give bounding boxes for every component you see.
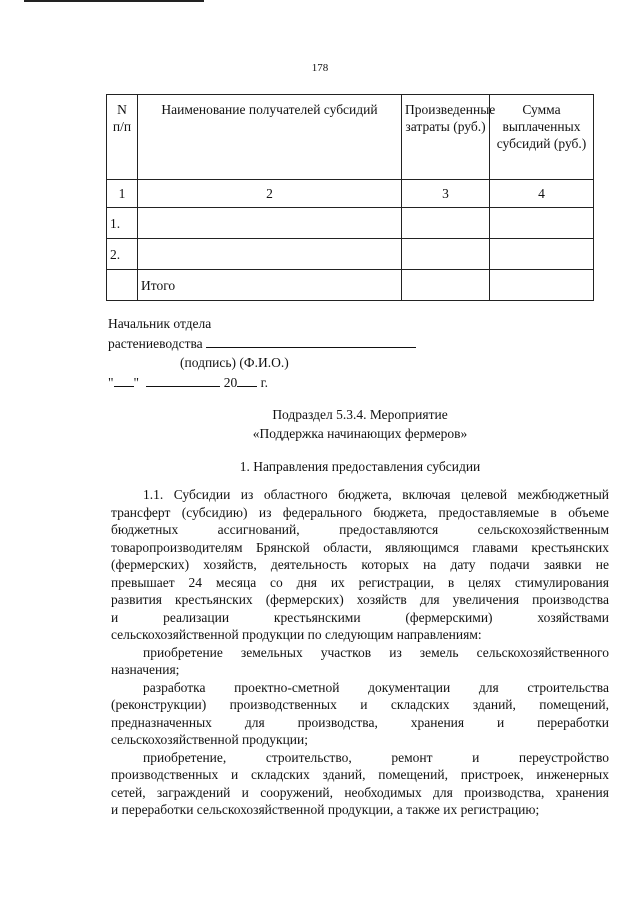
table-row xyxy=(107,208,594,239)
header-cell-subsidies-paid: Сумма выплаченных субсидий (руб.) xyxy=(490,95,594,180)
header-cell-recipient-name: Наименование получателей субсидий xyxy=(138,95,402,180)
table-total-row xyxy=(107,270,594,301)
column-number: 1 xyxy=(107,180,138,208)
table-cell xyxy=(107,270,138,301)
paragraph-line: сетей, заграждений и сооружений, необходимых для производства, хранения xyxy=(111,784,609,800)
signature-position-line1: Начальник отдела xyxy=(108,316,212,331)
paragraph-line: развития крестьянских (фермерских) хозяйств для увеличения производства xyxy=(111,592,609,607)
paragraph-line: товаропроизводителям Брянской области, являющимся главами крестьянских xyxy=(111,539,609,555)
table-cell xyxy=(402,208,490,239)
paragraph-line: бюджетных ассигнований, предоставляются сельскохозяйственным xyxy=(111,522,609,537)
date-year-line xyxy=(237,372,257,387)
column-number: 4 xyxy=(490,180,594,208)
paragraph-line: превышает 24 месяца со дня их регистрации, в целях стимулирования xyxy=(111,574,609,590)
paragraph-line: 1.1. Субсидии из областного бюджета, включая целевой межбюджетный xyxy=(143,487,609,502)
paragraph-line: предназначенных для производства, хранения и переработки xyxy=(111,714,609,730)
table-cell xyxy=(402,270,490,301)
paragraph-line: (реконструкции) производственных и складских зданий, помещений, xyxy=(111,697,609,712)
page-number: 178 xyxy=(311,62,329,74)
column-number: 2 xyxy=(138,180,402,208)
column-number: 3 xyxy=(402,180,490,208)
signature-position-line2 xyxy=(108,333,416,353)
top-rule xyxy=(24,0,204,2)
table-cell xyxy=(490,239,594,270)
table-cell xyxy=(138,239,402,270)
paragraph-line: производственных и складских зданий, помещений, пристроек, инженерных xyxy=(111,767,609,782)
table-cell xyxy=(138,208,402,239)
header-cell-number: N п/п xyxy=(107,95,138,180)
date-day-line xyxy=(114,372,134,387)
section-heading: 1. Направления предоставления субсидии xyxy=(239,459,481,474)
subsidy-report-table xyxy=(106,94,594,301)
paragraph-line: приобретение земельных участков из земель сельскохозяйственного xyxy=(143,644,609,660)
paragraph-line: и реализации крестьянскими (фермерскими) хозяйствами xyxy=(111,609,609,625)
paragraph-line: сельскохозяйственной продукции по следующим направлениям: xyxy=(111,627,482,642)
paragraph-line: приобретение, строительство, ремонт и переустройство xyxy=(143,749,609,765)
table-cell xyxy=(490,208,594,239)
table-row xyxy=(107,239,594,270)
table-column-numbers-row xyxy=(107,180,594,208)
signature-line xyxy=(206,333,416,348)
subsection-heading xyxy=(0,405,640,443)
paragraph-line: разработка проектно-сметной документации для строительства xyxy=(143,679,609,695)
total-label: Итого xyxy=(138,270,402,301)
table-cell: 2. xyxy=(107,239,138,270)
body-text xyxy=(111,486,609,819)
paragraph-line: трансферт (субсидию) из федерального бюджета, предоставляемые в объеме xyxy=(111,504,609,520)
paragraph-line: назначения; xyxy=(111,662,180,677)
signature-caption: (подпись) (Ф.И.О.) xyxy=(180,355,289,370)
signature-date: " " 20 г. xyxy=(108,372,416,392)
date-month-line xyxy=(146,372,220,387)
signature-department: растениеводства xyxy=(108,336,203,351)
paragraph-line: и переработки сельскохозяйственной продукции, а также их регистрацию; xyxy=(111,802,540,817)
subsection-title: Подраздел 5.3.4. Мероприятие xyxy=(272,407,448,422)
paragraph-line: сельскохозяйственной продукции; xyxy=(111,732,308,747)
subsection-name: «Поддержка начинающих фермеров» xyxy=(252,426,468,441)
table-cell xyxy=(490,270,594,301)
header-cell-costs-incurred: Произведенные затраты (руб.) xyxy=(402,95,490,180)
table-cell: 1. xyxy=(107,208,138,239)
signature-block xyxy=(108,314,416,392)
paragraph-line: (фермерских) хозяйств, деятельность которых на дату подачи заявки не xyxy=(111,557,609,572)
table-cell xyxy=(402,239,490,270)
table-header-row xyxy=(107,95,594,180)
